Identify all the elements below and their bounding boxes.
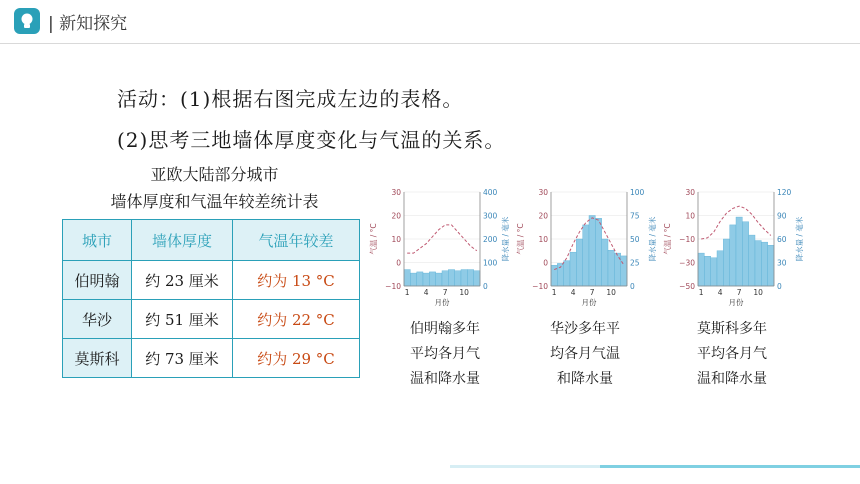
precip-bar bbox=[410, 273, 416, 286]
activity-line-2: (2)思考三地墙体厚度变化与气温的关系。 bbox=[117, 128, 506, 152]
precipitation-tick-label: 90 bbox=[777, 211, 787, 221]
precipitation-axis-label: 降水量 / 毫米 bbox=[648, 216, 657, 262]
precip-bar bbox=[448, 270, 454, 286]
precipitation-tick-label: 0 bbox=[777, 282, 782, 291]
precip-bar bbox=[755, 241, 761, 286]
temperature-tick-label: 10 bbox=[391, 235, 401, 244]
precipitation-tick-label: 0 bbox=[483, 282, 488, 291]
wall-thickness-cell: 约 51 厘米 bbox=[132, 300, 233, 339]
precipitation-tick-label: 400 bbox=[483, 188, 498, 197]
chart-caption-line: 伯明翰多年 bbox=[410, 321, 480, 337]
temperature-axis-label: 气温 / °C bbox=[369, 223, 378, 255]
chart-caption bbox=[657, 317, 807, 392]
table-header-row bbox=[63, 220, 360, 261]
month-tick-label: 1 bbox=[551, 288, 557, 297]
chart-svg bbox=[662, 182, 822, 310]
precip-bar bbox=[570, 252, 576, 286]
temperature-range-cell: 约为 29 °C bbox=[233, 339, 360, 378]
x-axis-label: 月份 bbox=[581, 298, 597, 307]
month-tick-label: 1 bbox=[404, 288, 410, 297]
precip-bar bbox=[429, 272, 435, 286]
precip-bar bbox=[564, 261, 570, 286]
chart-caption bbox=[510, 317, 660, 392]
precip-bar bbox=[608, 250, 614, 286]
wall-thickness-cell: 约 73 厘米 bbox=[132, 339, 233, 378]
temperature-tick-label: −10 bbox=[385, 282, 401, 291]
column-header: 城市 bbox=[63, 220, 132, 261]
chart-caption-line: 莫斯科多年 bbox=[697, 321, 767, 337]
temperature-axis-label: 气温 / °C bbox=[516, 223, 525, 255]
chart-svg bbox=[368, 182, 528, 310]
table-caption-line-2: 墙体厚度和气温年较差统计表 bbox=[110, 192, 319, 211]
x-axis-label: 月份 bbox=[434, 298, 450, 307]
precip-bar bbox=[467, 270, 473, 286]
precip-bar bbox=[474, 271, 480, 286]
precip-bar bbox=[423, 273, 429, 286]
temperature-tick-label: −10 bbox=[532, 282, 548, 291]
climate-chart bbox=[662, 182, 822, 310]
month-tick-label: 7 bbox=[442, 288, 448, 297]
precip-bar bbox=[436, 273, 442, 286]
precipitation-tick-label: 300 bbox=[483, 211, 498, 221]
header bbox=[0, 0, 860, 44]
month-tick-label: 1 bbox=[698, 288, 704, 297]
precip-bar bbox=[595, 218, 601, 286]
precipitation-tick-label: 120 bbox=[777, 188, 792, 197]
temperature-tick-label: 30 bbox=[538, 188, 548, 197]
precip-bar bbox=[749, 235, 755, 286]
precip-bar bbox=[461, 270, 467, 286]
precipitation-axis-label: 降水量 / 毫米 bbox=[501, 216, 510, 262]
temperature-tick-label: 10 bbox=[685, 211, 695, 221]
month-tick-label: 10 bbox=[753, 288, 763, 297]
chart-caption-line: 和降水量 bbox=[557, 371, 613, 387]
month-tick-label: 7 bbox=[736, 288, 742, 297]
temperature-tick-label: 20 bbox=[391, 211, 401, 221]
decorative-bar-accent bbox=[600, 465, 860, 468]
temperature-tick-label: −10 bbox=[679, 235, 695, 244]
precip-bar bbox=[583, 225, 589, 286]
x-axis-label: 月份 bbox=[728, 298, 744, 307]
temperature-tick-label: 10 bbox=[538, 235, 548, 244]
precipitation-tick-label: 50 bbox=[630, 235, 640, 244]
chart-caption bbox=[370, 317, 520, 392]
month-tick-label: 10 bbox=[606, 288, 616, 297]
table-row bbox=[63, 261, 360, 300]
precip-bar bbox=[455, 271, 461, 286]
precip-bar bbox=[717, 251, 723, 286]
precip-bar bbox=[704, 256, 710, 286]
precipitation-tick-label: 200 bbox=[483, 235, 498, 244]
temperature-range-cell: 约为 22 °C bbox=[233, 300, 360, 339]
precip-bar bbox=[742, 222, 748, 286]
temperature-tick-label: 20 bbox=[538, 211, 548, 221]
chart-caption-line: 温和降水量 bbox=[410, 371, 480, 387]
temperature-tick-label: 0 bbox=[543, 258, 548, 268]
precipitation-tick-label: 25 bbox=[630, 258, 640, 268]
precipitation-tick-label: 60 bbox=[777, 235, 787, 244]
lightbulb-icon bbox=[14, 8, 40, 34]
precip-bar bbox=[768, 245, 774, 286]
month-tick-label: 7 bbox=[589, 288, 595, 297]
column-header: 气温年较差 bbox=[233, 220, 360, 261]
chart-svg bbox=[515, 182, 675, 310]
chart-caption-line: 平均各月气 bbox=[410, 346, 480, 362]
precip-bar bbox=[589, 216, 595, 287]
precipitation-tick-label: 0 bbox=[630, 282, 635, 291]
climate-chart bbox=[368, 182, 528, 310]
precipitation-tick-label: 75 bbox=[630, 211, 640, 221]
month-tick-label: 4 bbox=[717, 288, 723, 297]
precip-bar bbox=[417, 272, 423, 286]
column-header: 墙体厚度 bbox=[132, 220, 233, 261]
month-tick-label: 4 bbox=[423, 288, 429, 297]
header-divider bbox=[0, 43, 860, 44]
precip-bar bbox=[576, 239, 582, 286]
city-cell: 华沙 bbox=[63, 300, 132, 339]
temperature-tick-label: 30 bbox=[391, 188, 401, 197]
precipitation-tick-label: 30 bbox=[777, 258, 787, 268]
temperature-tick-label: 0 bbox=[396, 258, 401, 268]
precip-bar bbox=[723, 239, 729, 286]
table-row bbox=[63, 300, 360, 339]
precip-bar bbox=[736, 217, 742, 286]
precipitation-tick-label: 100 bbox=[630, 188, 645, 197]
section-title: | 新知探究 bbox=[48, 14, 128, 34]
precip-bar bbox=[621, 256, 627, 286]
temperature-tick-label: 30 bbox=[685, 188, 695, 197]
chart-caption-line: 华沙多年平 bbox=[550, 321, 620, 337]
precip-bar bbox=[730, 225, 736, 286]
temperature-tick-label: −50 bbox=[679, 282, 695, 291]
month-tick-label: 4 bbox=[570, 288, 576, 297]
precipitation-axis-label: 降水量 / 毫米 bbox=[795, 216, 804, 262]
activity-line-1: 活动：(1)根据右图完成左边的表格。 bbox=[117, 87, 464, 111]
city-cell: 伯明翰 bbox=[63, 261, 132, 300]
precip-bar bbox=[602, 239, 608, 286]
statistics-table bbox=[62, 219, 360, 378]
climate-chart bbox=[515, 182, 675, 310]
chart-caption-line: 平均各月气 bbox=[697, 346, 767, 362]
temperature-range-cell: 约为 13 °C bbox=[233, 261, 360, 300]
precip-bar bbox=[404, 270, 410, 286]
wall-thickness-cell: 约 23 厘米 bbox=[132, 261, 233, 300]
table-caption-line-1: 亚欧大陆部分城市 bbox=[150, 165, 279, 184]
chart-caption-line: 温和降水量 bbox=[697, 371, 767, 387]
temperature-axis-label: 气温 / °C bbox=[663, 223, 672, 255]
temperature-tick-label: −30 bbox=[679, 258, 695, 268]
city-cell: 莫斯科 bbox=[63, 339, 132, 378]
precip-bar bbox=[442, 271, 448, 286]
precip-bar bbox=[711, 258, 717, 286]
chart-caption-line: 均各月气温 bbox=[550, 346, 620, 362]
precip-bar bbox=[698, 253, 704, 286]
month-tick-label: 10 bbox=[459, 288, 469, 297]
precipitation-tick-label: 100 bbox=[483, 258, 498, 268]
precip-bar bbox=[761, 242, 767, 286]
table-row bbox=[63, 339, 360, 378]
